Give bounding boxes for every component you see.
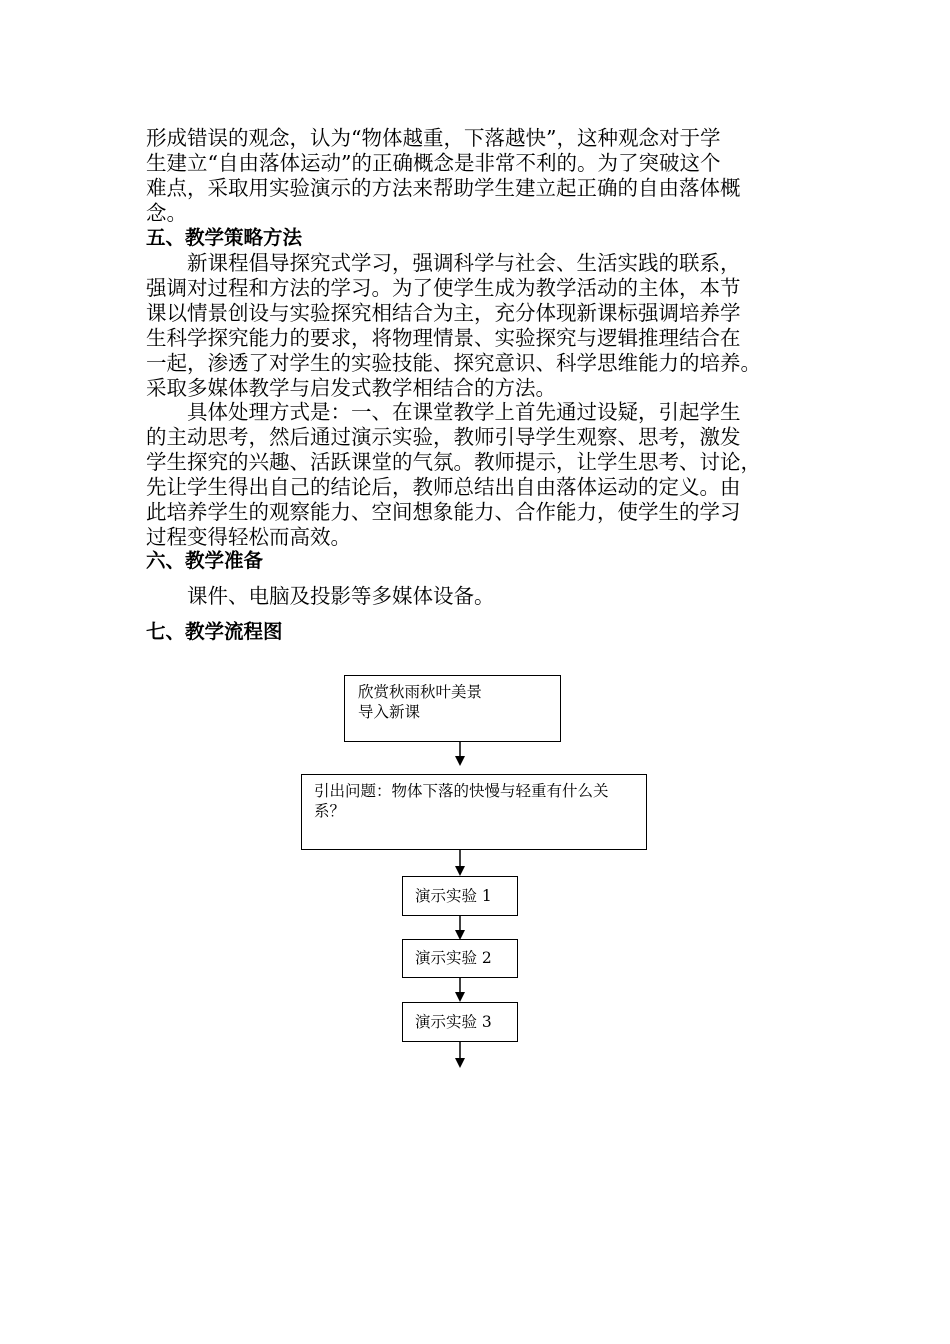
flow-box-experiment-1 bbox=[402, 876, 518, 916]
text-line: 采取多媒体教学与启发式教学相结合的方法。 bbox=[146, 375, 556, 400]
text-line: 先让学生得出自己的结论后，教师总结出自由落体运动的定义。由 bbox=[146, 474, 741, 499]
text-line: 此培养学生的观察能力、空间想象能力、合作能力，使学生的学习 bbox=[146, 499, 741, 524]
box-text: 引出问题：物体下落的快慢与轻重有什么关 bbox=[314, 782, 609, 800]
flow-box-experiment-2 bbox=[402, 939, 518, 978]
box-text: 系？ bbox=[314, 802, 346, 820]
flow-box-experiment-3 bbox=[402, 1002, 518, 1042]
arrow-head bbox=[455, 756, 465, 766]
box-text: 演示实验 3 bbox=[415, 1013, 492, 1031]
arrow-head bbox=[455, 992, 465, 1002]
text-line: 具体处理方式是：一、在课堂教学上首先通过设疑，引起学生 bbox=[187, 400, 741, 424]
text-line: 生建立“自由落体运动”的正确概念是非常不利的。为了突破这个 bbox=[146, 150, 721, 175]
text-line: 生科学探究能力的要求，将物理情景、实验探究与逻辑推理结合在 bbox=[146, 325, 741, 350]
section-heading-strategy: 五、教学策略方法 bbox=[146, 226, 303, 249]
text-line: 难点，采取用实验演示的方法来帮助学生建立起正确的自由落体概 bbox=[146, 175, 741, 200]
section-heading-preparation: 六、教学准备 bbox=[146, 549, 264, 572]
text-line: 新课程倡导探究式学习，强调科学与社会、生活实践的联系， bbox=[187, 251, 741, 275]
box-text: 导入新课 bbox=[358, 703, 421, 721]
text-line: 形成错误的观念，认为“物体越重，下落越快”，这种观念对于学 bbox=[146, 126, 721, 150]
text-line: 过程变得轻松而高效。 bbox=[146, 524, 351, 549]
text-line: 念。 bbox=[146, 200, 187, 225]
text-line: 一起，渗透了对学生的实验技能、探究意识、科学思维能力的培养。 bbox=[146, 350, 761, 375]
flow-box-question bbox=[301, 774, 647, 850]
text-line: 强调对过程和方法的学习。为了使学生成为教学活动的主体，本节 bbox=[146, 275, 741, 300]
flow-box-intro bbox=[344, 675, 561, 742]
arrow-head bbox=[455, 1058, 465, 1068]
text-line: 的主动思考，然后通过演示实验，教师引导学生观察、思考，激发 bbox=[146, 424, 741, 449]
text-line: 课以情景创设与实验探究相结合为主，充分体现新课标强调培养学 bbox=[146, 300, 741, 325]
text-line: 学生探究的兴趣、活跃课堂的气氛。教师提示，让学生思考、讨论， bbox=[146, 449, 761, 474]
box-text: 演示实验 2 bbox=[415, 949, 492, 967]
box-text: 欣赏秋雨秋叶美景 bbox=[358, 683, 483, 701]
box-text: 演示实验 1 bbox=[415, 887, 492, 905]
section-heading-flowchart: 七、教学流程图 bbox=[146, 620, 283, 643]
text-line: 课件、电脑及投影等多媒体设备。 bbox=[187, 584, 495, 608]
arrow-head bbox=[455, 866, 465, 876]
